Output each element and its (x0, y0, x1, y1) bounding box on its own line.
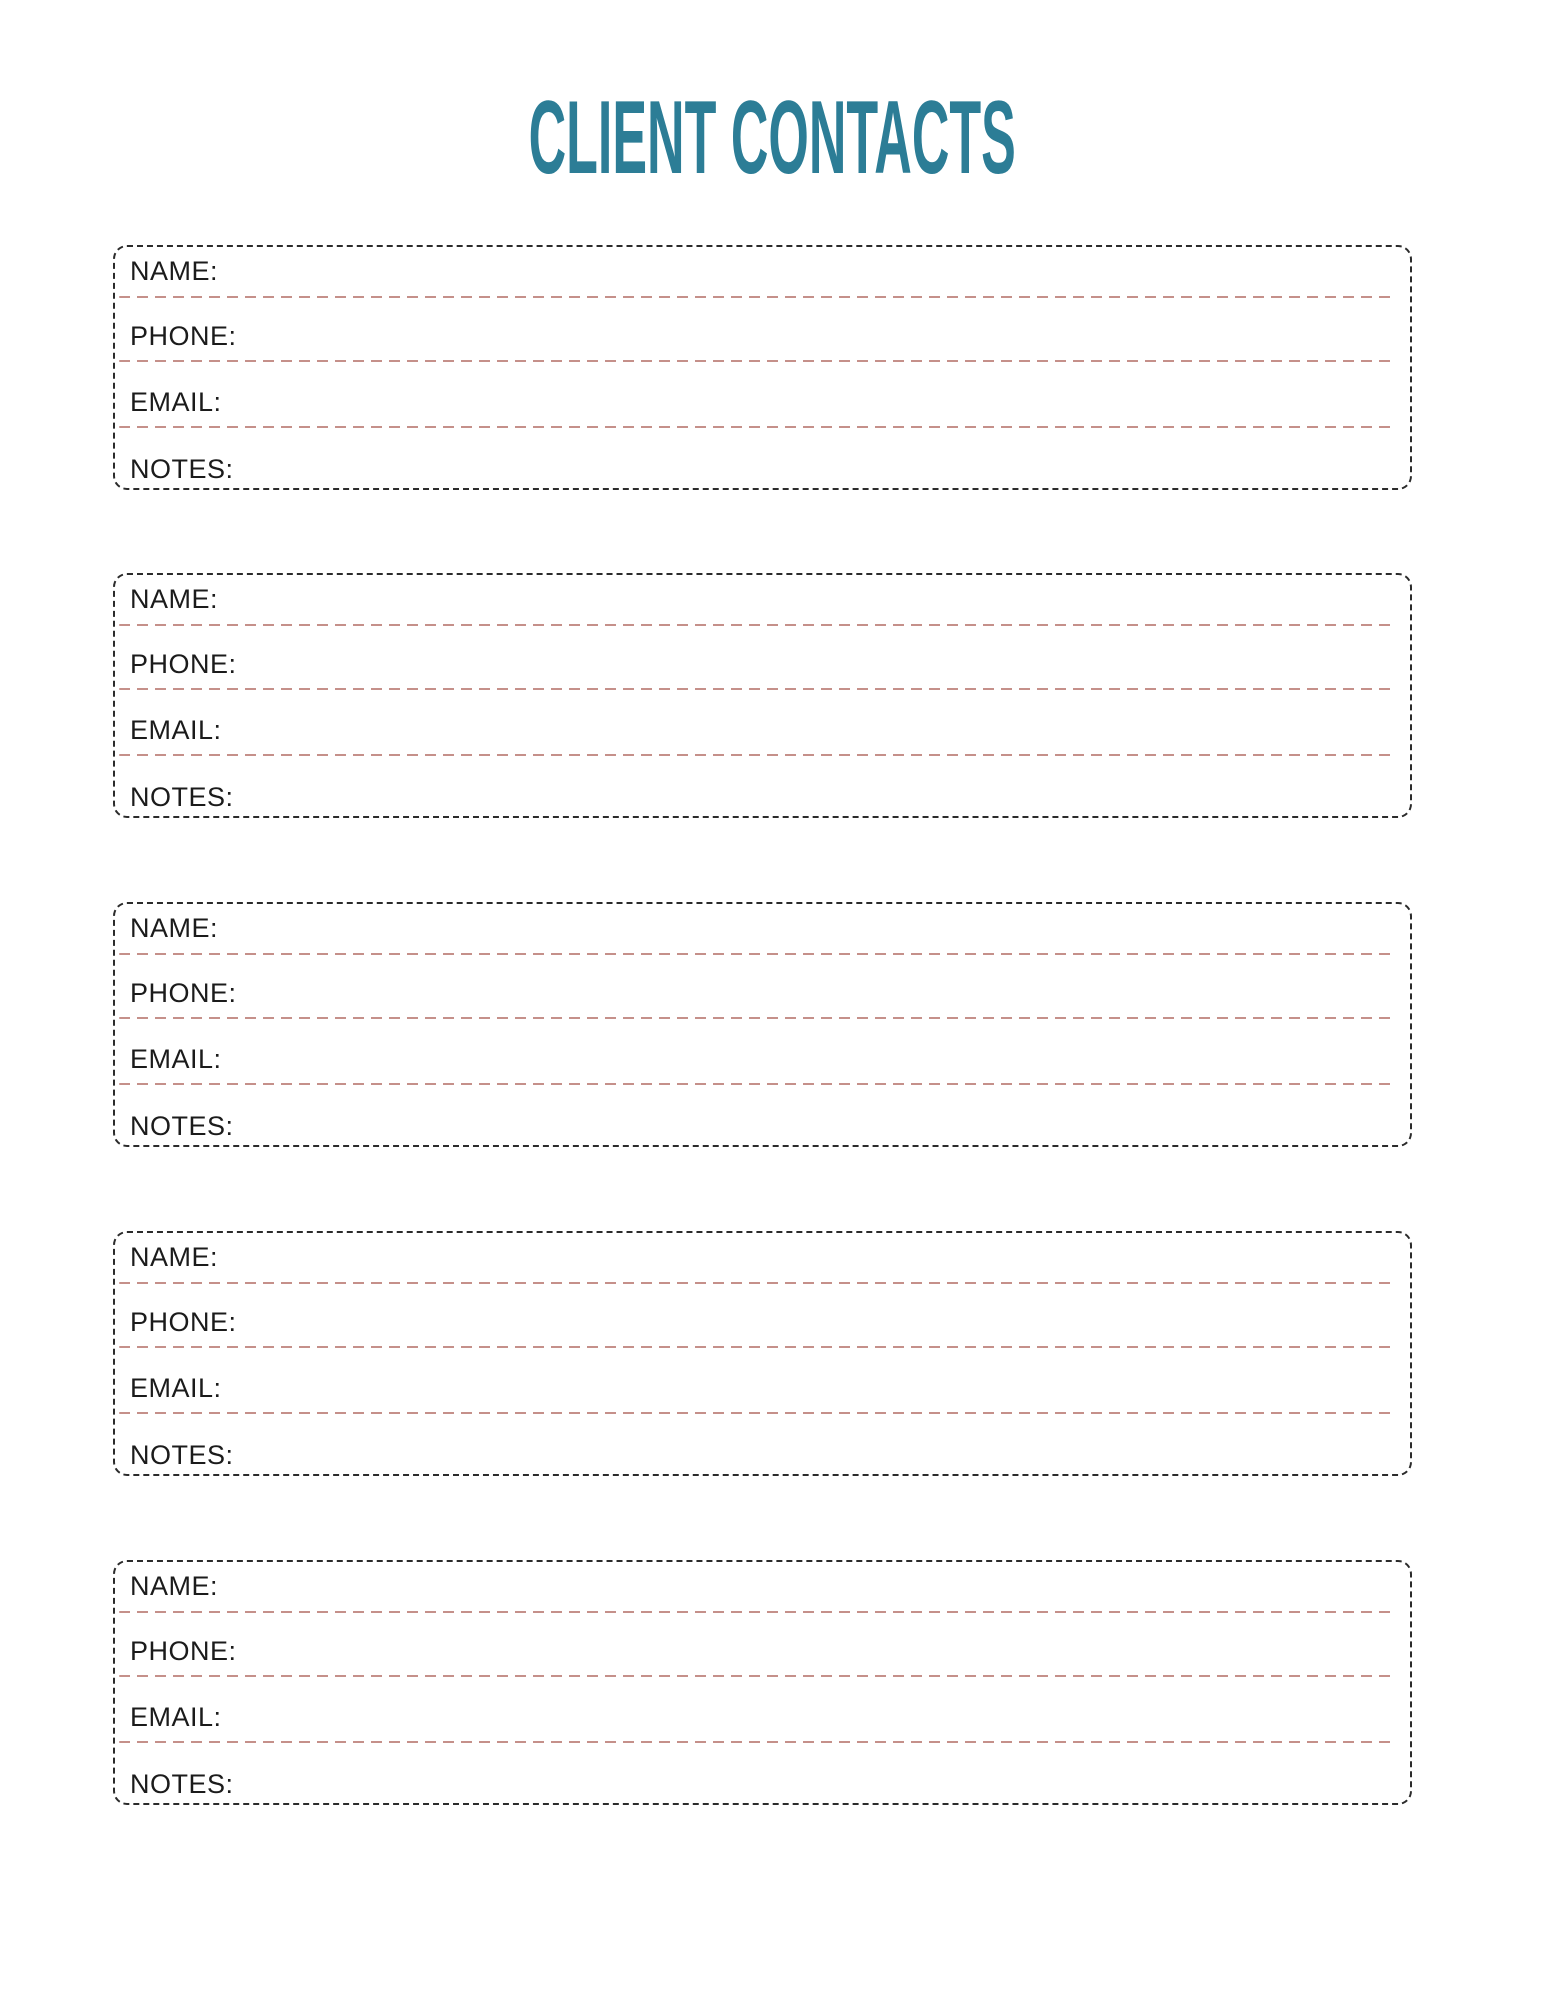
email-blank-line[interactable] (119, 754, 1394, 756)
notes-field-row (130, 779, 1394, 811)
notes-blank-area[interactable] (130, 811, 1394, 816)
phone-value[interactable] (251, 1633, 1394, 1660)
contact-card-4 (113, 1231, 1412, 1476)
phone-value[interactable] (251, 1304, 1394, 1331)
name-field-row (130, 1568, 1394, 1600)
notes-label: NOTES: (130, 1111, 234, 1141)
name-blank-line[interactable] (119, 1282, 1394, 1284)
name-field-row (130, 581, 1394, 613)
phone-field-row (130, 1304, 1394, 1336)
name-label: NAME: (130, 584, 219, 614)
notes-blank-area[interactable] (130, 1798, 1394, 1803)
contact-card-3 (113, 902, 1412, 1147)
notes-blank-area[interactable] (130, 483, 1394, 488)
email-label: EMAIL: (130, 387, 222, 417)
phone-blank-line[interactable] (119, 1346, 1394, 1348)
email-blank-line[interactable] (119, 1741, 1394, 1743)
notes-value[interactable] (248, 779, 1394, 806)
phone-blank-line[interactable] (119, 1675, 1394, 1677)
contact-card-1 (113, 245, 1412, 490)
name-blank-line[interactable] (119, 624, 1394, 626)
phone-label: PHONE: (130, 1636, 237, 1666)
phone-label: PHONE: (130, 978, 237, 1008)
notes-value[interactable] (248, 451, 1394, 478)
notes-field-row (130, 1108, 1394, 1140)
email-label: EMAIL: (130, 1373, 222, 1403)
name-field-row (130, 253, 1394, 285)
notes-label: NOTES: (130, 1769, 234, 1799)
contact-card-5 (113, 1560, 1412, 1805)
email-label: EMAIL: (130, 1044, 222, 1074)
name-value[interactable] (232, 581, 1394, 608)
phone-blank-line[interactable] (119, 688, 1394, 690)
name-value[interactable] (232, 1239, 1394, 1266)
name-blank-line[interactable] (119, 953, 1394, 955)
phone-label: PHONE: (130, 649, 237, 679)
email-label: EMAIL: (130, 1702, 222, 1732)
email-value[interactable] (236, 1370, 1394, 1397)
email-blank-line[interactable] (119, 1412, 1394, 1414)
phone-label: PHONE: (130, 1307, 237, 1337)
notes-value[interactable] (248, 1108, 1394, 1135)
email-blank-line[interactable] (119, 426, 1394, 428)
phone-value[interactable] (251, 318, 1394, 345)
email-value[interactable] (236, 1041, 1394, 1068)
notes-field-row (130, 451, 1394, 483)
name-field-row (130, 910, 1394, 942)
email-field-row (130, 384, 1394, 416)
phone-blank-line[interactable] (119, 1017, 1394, 1019)
email-value[interactable] (236, 712, 1394, 739)
phone-label: PHONE: (130, 321, 237, 351)
name-field-row (130, 1239, 1394, 1271)
name-blank-line[interactable] (119, 296, 1394, 298)
email-field-row (130, 1699, 1394, 1731)
page-header (0, 80, 1545, 196)
email-field-row (130, 1041, 1394, 1073)
notes-blank-area[interactable] (130, 1469, 1394, 1474)
email-blank-line[interactable] (119, 1083, 1394, 1085)
phone-field-row (130, 646, 1394, 678)
email-field-row (130, 712, 1394, 744)
name-label: NAME: (130, 256, 219, 286)
phone-field-row (130, 318, 1394, 350)
name-value[interactable] (232, 253, 1394, 280)
email-value[interactable] (236, 384, 1394, 411)
contact-card-2 (113, 573, 1412, 818)
phone-blank-line[interactable] (119, 360, 1394, 362)
notes-value[interactable] (248, 1437, 1394, 1464)
email-field-row (130, 1370, 1394, 1402)
name-label: NAME: (130, 1242, 219, 1272)
name-label: NAME: (130, 913, 219, 943)
notes-field-row (130, 1437, 1394, 1469)
phone-field-row (130, 1633, 1394, 1665)
name-blank-line[interactable] (119, 1611, 1394, 1613)
notes-label: NOTES: (130, 454, 234, 484)
email-value[interactable] (236, 1699, 1394, 1726)
notes-blank-area[interactable] (130, 1140, 1394, 1145)
phone-value[interactable] (251, 975, 1394, 1002)
notes-label: NOTES: (130, 782, 234, 812)
phone-field-row (130, 975, 1394, 1007)
notes-label: NOTES: (130, 1440, 234, 1470)
phone-value[interactable] (251, 646, 1394, 673)
name-value[interactable] (232, 1568, 1394, 1595)
notes-field-row (130, 1766, 1394, 1798)
name-value[interactable] (232, 910, 1394, 937)
email-label: EMAIL: (130, 715, 222, 745)
notes-value[interactable] (248, 1766, 1394, 1793)
name-label: NAME: (130, 1571, 219, 1601)
page-title: CLIENT CONTACTS (528, 80, 1017, 196)
